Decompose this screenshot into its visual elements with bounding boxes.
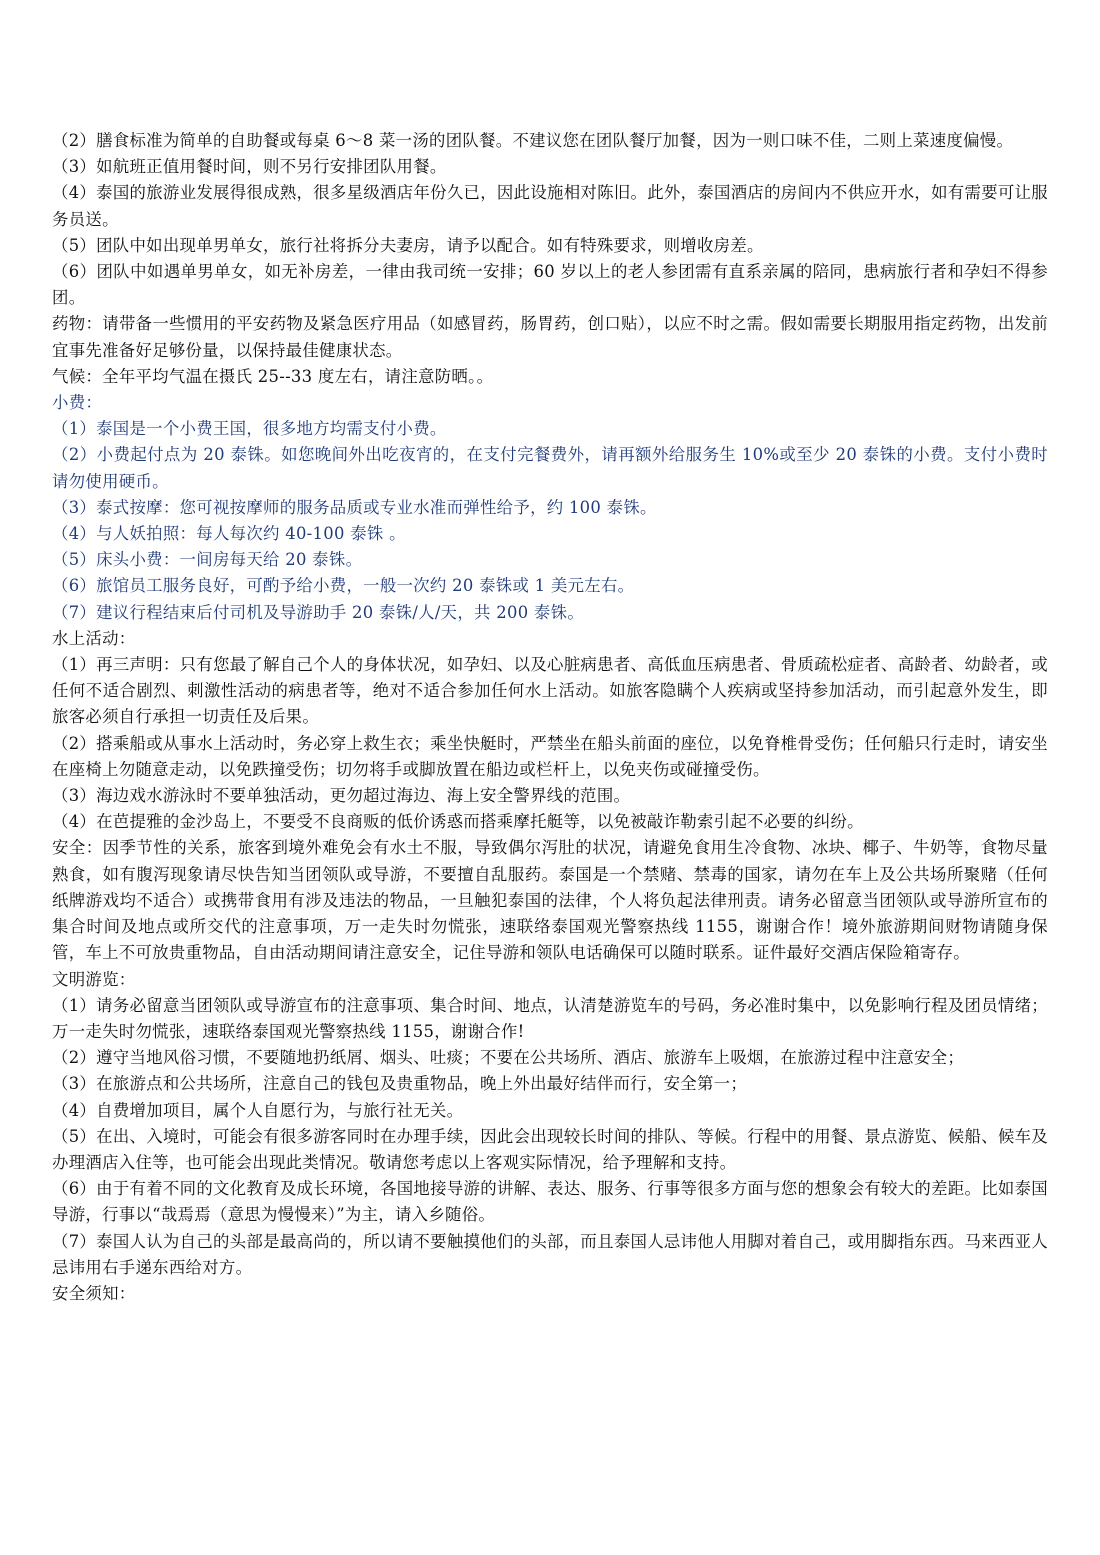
civilized-travel-item: （7）泰国人认为自己的头部是最高尚的，所以请不要触摸他们的头部，而且泰国人忌讳他人用脚对着自己，或用脚指东西。马来西亚人忌讳用右手递东西给对方。 (52, 1231, 1048, 1277)
hotel-facility-note: （4）泰国的旅游业发展得很成熟，很多星级酒店年份久已，因此设施相对陈旧。此外，泰国酒店的房间内不供应开水，如有需要可让服务员送。 (52, 183, 1048, 229)
civilized-travel-heading: 文明游览： (52, 969, 136, 989)
civilized-travel-item: （4）自费增加项目，属个人自愿行为，与旅行社无关。 (52, 1100, 464, 1120)
tips-item: （7）建议行程结束后付司机及导游助手 20 泰铢/人/天，共 200 泰铢。 (52, 602, 585, 622)
safety-paragraph: 安全：因季节性的关系，旅客到境外难免会有水土不服，导致偶尔泻肚的状况，请避免食用生冷食物、冰块、椰子、牛奶等，食物尽量熟食，如有腹泻现象请尽快告知当团领队或导游，不要擅自乱服药。泰国是一个禁赌、禁毒的国家，请勿在车上及公共场所聚赌（任何纸牌游戏均不适合）或携带食用有涉及违法的物品，一旦触犯泰国的法律，个人将负起法律刑责。请务必留意当团领队或导游所宣布的集合时间及地点或所交代的注意事项，万一走失时勿慌张，速联络泰国观光警察热线 1155，谢谢合作！境外旅游期间财物请随身保管，车上不可放贵重物品，自由活动期间请注意安全，记住导游和领队电话确保可以随时联系。证件最好交酒店保险箱寄存。 (52, 838, 1048, 963)
tips-heading: 小费： (52, 393, 103, 413)
civilized-travel-item: （3）在旅游点和公共场所，注意自己的钱包及贵重物品，晚上外出最好结伴而行，安全第一； (52, 1074, 748, 1094)
water-activities-item: （2）搭乘船或从事水上活动时，务必穿上救生衣；乘坐快艇时，严禁坐在船头前面的座位，以免脊椎骨受伤；任何船只行走时，请安坐在座椅上勿随意走动，以免跌撞受伤；切勿将手或脚放置在船边或栏杆上，以免夹伤或碰撞受伤。 (52, 733, 1048, 779)
tips-item: （3）泰式按摩：您可视按摩师的服务品质或专业水准而弹性给予，约 100 泰铢。 (52, 497, 657, 517)
meal-standard-note: （2）膳食标准为简单的自助餐或每桌 6～8 菜一汤的团队餐。不建议您在团队餐厅加餐，因为一则口味不佳，二则上菜速度偏慢。 (52, 131, 1014, 150)
civilized-travel-item: （2）遵守当地风俗习惯，不要随地扔纸屑、烟头、吐痰；不要在公共场所、酒店、旅游车上吸烟，在旅游过程中注意安全； (52, 1048, 965, 1068)
medicine-paragraph: 药物：请带备一些惯用的平安药物及紧急医疗用品（如感冒药，肠胃药，创口贴），以应不时之需。假如需要长期服用指定药物，出发前宜事先准备好足够份量，以保持最佳健康状态。 (52, 314, 1048, 360)
single-traveler-note: （6）团队中如遇单男单女，如无补房差，一律由我司统一安排；60 岁以上的老人参团需有直系亲属的陪同，患病旅行者和孕妇不得参团。 (52, 262, 1048, 308)
water-activities-heading: 水上活动： (52, 628, 136, 648)
flight-meal-note: （3）如航班正值用餐时间，则不另行安排团队用餐。 (52, 157, 447, 177)
civilized-travel-item: （6）由于有着不同的文化教育及成长环境，各国地接导游的讲解、表达、服务、行事等很多方面与您的想象会有较大的差距。比如泰国导游，行事以“哉焉焉（意思为慢慢来）”为主，请入乡随俗。 (52, 1179, 1048, 1225)
water-activities-item: （4）在芭提雅的金沙岛上，不要受不良商贩的低价诱惑而搭乘摩托艇等，以免被敲诈勒索引起不必要的纠纷。 (52, 812, 864, 832)
tips-item: （5）床头小费：一间房每天给 20 泰铢。 (52, 550, 363, 570)
tips-item: （2）小费起付点为 20 泰铢。如您晚间外出吃夜宵的，在支付完餐费外，请再额外给服务生 10%或至少 20 泰铢的小费。支付小费时请勿使用硬币。 (52, 445, 1048, 491)
room-split-note: （5）团队中如出现单男单女，旅行社将拆分夫妻房，请予以配合。如有特殊要求，则增收房差。 (52, 235, 764, 255)
civilized-travel-item: （1）请务必留意当团领队或导游宣布的注意事项、集合时间、地点，认清楚游览车的号码，务必准时集中，以免影响行程及团员情绪；万一走失时勿慌张，速联络泰国观光警察热线 1155，谢谢合作! (52, 995, 1048, 1041)
water-activities-item: （1）再三声明：只有您最了解自己个人的身体状况，如孕妇、以及心脏病患者、高低血压病患者、骨质疏松症者、高龄者、幼龄者，或任何不适合剧烈、刺激性活动的病患者等，绝对不适合参加任何水上活动。如旅客隐瞒个人疾病或坚持参加活动，而引起意外发生，即旅客必须自行承担一切责任及后果。 (52, 655, 1048, 727)
civilized-travel-item: （5）在出、入境时，可能会有很多游客同时在办理手续，因此会出现较长时间的排队、等候。行程中的用餐、景点游览、候船、候车及办理酒店入住等，也可能会出现此类情况。敬请您考虑以上客观实际情况，给予理解和支持。 (52, 1126, 1048, 1172)
document-body (52, 128, 1048, 1307)
safety-notice-heading: 安全须知： (52, 1283, 136, 1303)
water-activities-item: （3）海边戏水游泳时不要单独活动，更勿超过海边、海上安全警界线的范围。 (52, 786, 631, 806)
tips-item: （4）与人妖拍照：每人每次约 40-100 泰铢 。 (52, 524, 406, 544)
tips-item: （1）泰国是一个小费王国，很多地方均需支付小费。 (52, 419, 447, 439)
climate-paragraph: 气候：全年平均气温在摄氏 25--33 度左右，请注意防晒。。 (52, 366, 494, 386)
tips-item: （6）旅馆员工服务良好，可酌予给小费，一般一次约 20 泰铢或 1 美元左右。 (52, 576, 635, 596)
